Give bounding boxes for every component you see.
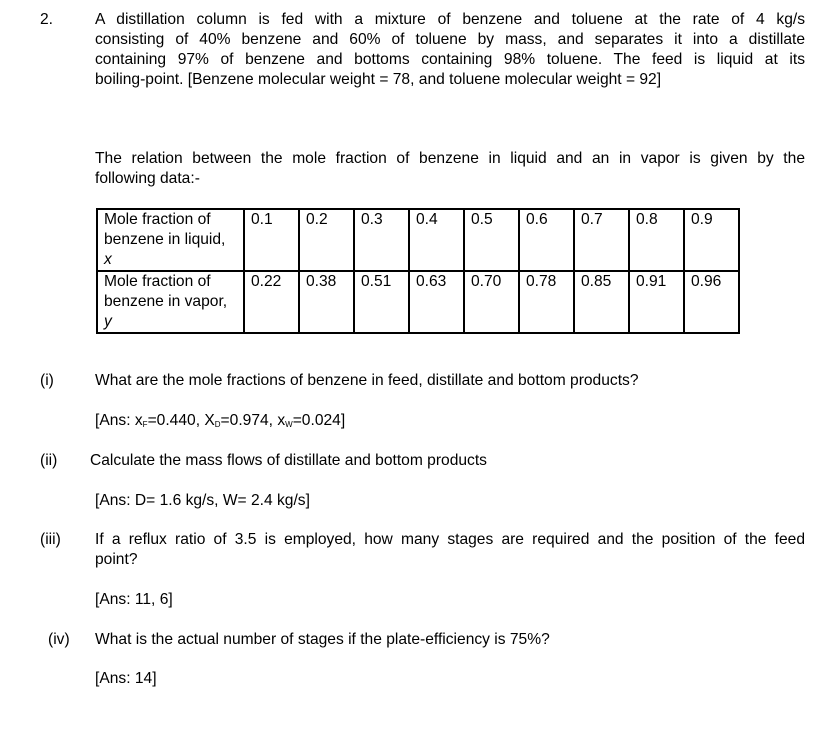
statement-line: boiling-point. [Benzene molecular weight = 78, and toluene molecular weight = 92] — [95, 71, 662, 88]
table-cell: 0.63 — [409, 271, 464, 333]
table-cell: 0.51 — [354, 271, 409, 333]
table-cell: 0.96 — [684, 271, 739, 333]
part-answer: [Ans: 11, 6] — [95, 591, 173, 608]
part-label: (ii) — [40, 452, 58, 469]
row-header-liquid: Mole fraction of benzene in liquid, x — [97, 209, 244, 271]
statement-line: consisting of 40% benzene and 60% of toluene by mass, and separates it into a distillate — [95, 31, 805, 48]
table-cell: 0.22 — [244, 271, 299, 333]
table-row-liquid — [97, 209, 739, 271]
statement-line: containing 97% of benzene and bottoms containing 98% toluene. The feed is liquid at its — [95, 51, 805, 68]
part-answer: [Ans: D= 1.6 kg/s, W= 2.4 kg/s] — [95, 492, 310, 509]
table-cell: 0.3 — [354, 209, 409, 271]
table-cell: 0.6 — [519, 209, 574, 271]
part-label: (iii) — [40, 531, 61, 548]
part-answer: [Ans: 14] — [95, 670, 157, 687]
table-cell: 0.4 — [409, 209, 464, 271]
table-cell: 0.85 — [574, 271, 629, 333]
table-cell: 0.91 — [629, 271, 684, 333]
part-question: If a reflux ratio of 3.5 is employed, how many stages are required and the position of the feed point? — [95, 531, 805, 568]
table-cell: 0.38 — [299, 271, 354, 333]
relation-line: The relation between the mole fraction of benzene in liquid and an in vapor is given by the — [95, 150, 805, 167]
table-cell: 0.2 — [299, 209, 354, 271]
part-question: What are the mole fractions of benzene in feed, distillate and bottom products? — [95, 372, 639, 389]
table-cell: 0.1 — [244, 209, 299, 271]
row-header-vapor: Mole fraction of benzene in vapor, y — [97, 271, 244, 333]
table-cell: 0.5 — [464, 209, 519, 271]
table-cell: 0.9 — [684, 209, 739, 271]
table-cell: 0.70 — [464, 271, 519, 333]
question-number: 2. — [40, 11, 54, 28]
table-row-vapor — [97, 271, 739, 333]
part-answer: [Ans: $x_F=0.440$, $X_D=0.974$, $x_W=0.024$] — [95, 412, 346, 429]
relation-statement — [95, 149, 805, 189]
table-cell: 0.7 — [574, 209, 629, 271]
part-question: What is the actual number of stages if the plate-efficiency is 75%? — [95, 631, 550, 648]
problem-statement — [95, 10, 805, 90]
equilibrium-data-table — [96, 208, 740, 334]
part-label: (iv) — [48, 631, 70, 648]
part-label: (i) — [40, 372, 54, 389]
table-cell: 0.78 — [519, 271, 574, 333]
statement-line: A distillation column is fed with a mixture of benzene and toluene at the rate of 4 kg/s — [95, 11, 805, 28]
part-question: Calculate the mass flows of distillate and bottom products — [90, 452, 487, 469]
table-cell: 0.8 — [629, 209, 684, 271]
relation-line: following data:- — [95, 170, 200, 187]
